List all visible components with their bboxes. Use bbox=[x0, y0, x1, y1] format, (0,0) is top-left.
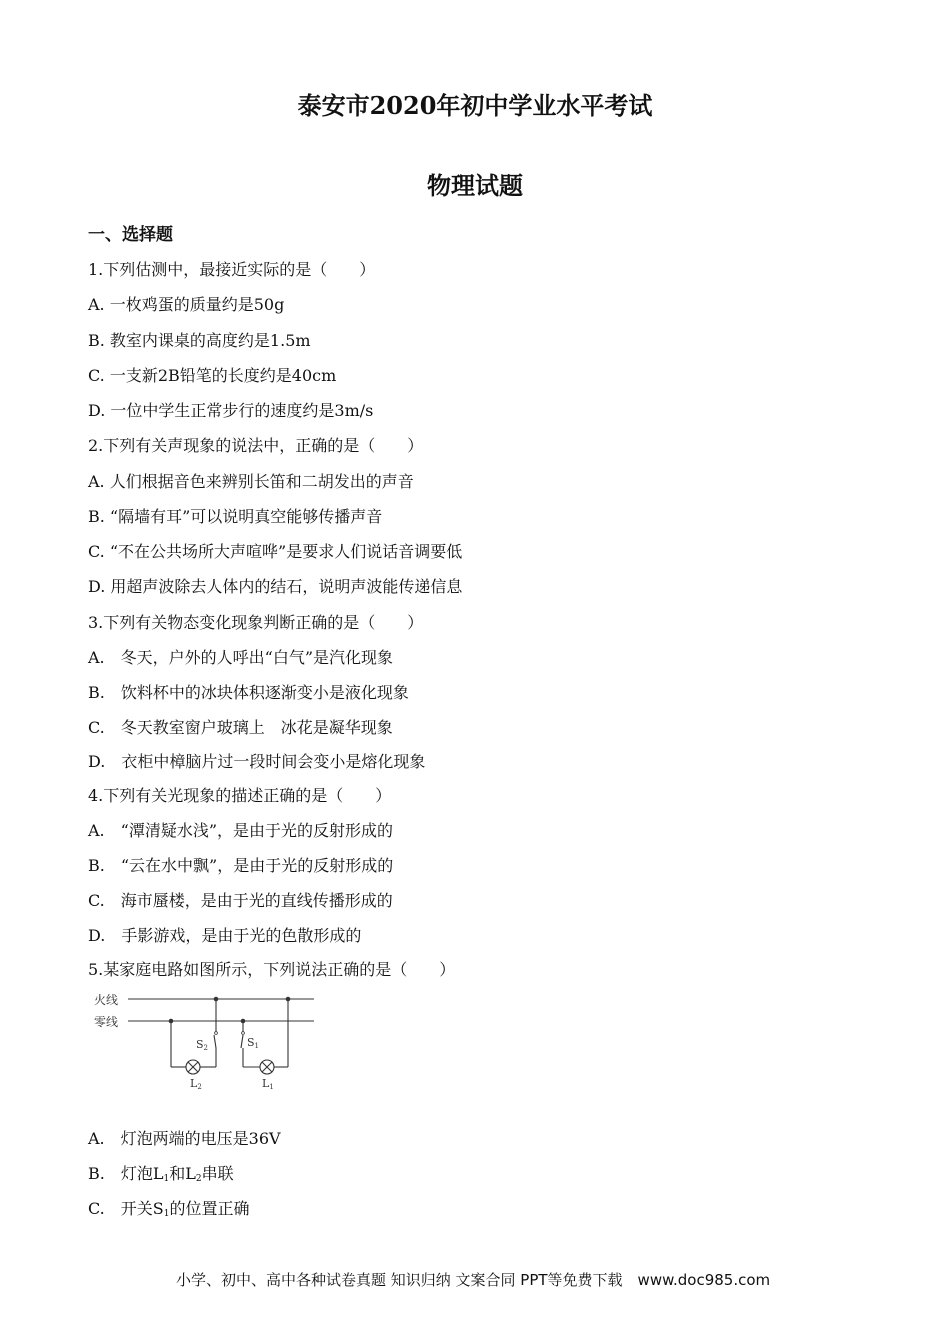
option: B. “云在水中飘”，是由于光的反射形成的 bbox=[88, 856, 394, 875]
svg-text:S2: S2 bbox=[196, 1038, 209, 1052]
option: D. 用超声波除去人体内的结石，说明声波能传递信息 bbox=[88, 577, 463, 596]
switch-s1 bbox=[241, 1035, 243, 1048]
option: A. 人们根据音色来辨别长笛和二胡发出的声音 bbox=[88, 472, 414, 491]
option: A. “潭清疑水浅”，是由于光的反射形成的 bbox=[88, 821, 394, 840]
question-stem: 1.下列估测中，最接近实际的是（ ） bbox=[88, 260, 376, 279]
page-subtitle: 物理试题 bbox=[427, 171, 523, 200]
option: A. 冬天，户外的人呼出“白气”是汽化现象 bbox=[88, 648, 394, 667]
option: C. 一支新2B铅笔的长度约是40cm bbox=[88, 366, 337, 385]
circuit-diagram bbox=[90, 990, 330, 1095]
option: B. 灯泡$L_1$和$L_2$串联 bbox=[88, 1164, 234, 1184]
svg-text:S1: S1 bbox=[247, 1036, 260, 1050]
option: A. 灯泡两端的电压是36V bbox=[88, 1129, 281, 1148]
option: C. 开关$S_1$的位置正确 bbox=[88, 1199, 250, 1219]
lamp-l1-label: L bbox=[262, 1077, 270, 1090]
question-stem: 5.某家庭电路如图所示，下列说法正确的是（ ） bbox=[88, 960, 456, 979]
live-wire-label: 火线 bbox=[94, 993, 119, 1007]
switch-s1-label: S bbox=[247, 1036, 255, 1049]
option: C. “不在公共场所大声喧哗”是要求人们说话音调要低 bbox=[88, 542, 463, 561]
option: B. 教室内课桌的高度约是1.5m bbox=[88, 331, 311, 350]
svg-text:L1: L1 bbox=[262, 1077, 274, 1091]
option: D. 衣柜中樟脑片过一段时间会变小是熔化现象 bbox=[88, 752, 426, 771]
lamp-l2-label: L bbox=[190, 1077, 198, 1090]
neutral-wire-label: 零线 bbox=[94, 1015, 119, 1029]
option: C. 冬天教室窗户玻璃上 冰花是凝华现象 bbox=[88, 718, 393, 737]
question-stem: 3.下列有关物态变化现象判断正确的是（ ） bbox=[88, 613, 424, 632]
option: A. 一枚鸡蛋的质量约是50g bbox=[88, 295, 285, 314]
switch-s2-label: S bbox=[196, 1038, 204, 1051]
section-heading: 一、选择题 bbox=[88, 225, 173, 245]
option: D. 一位中学生正常步行的速度约是3m/s bbox=[88, 401, 374, 420]
option: B. “隔墙有耳”可以说明真空能够传播声音 bbox=[88, 507, 383, 526]
option: C. 海市蜃楼，是由于光的直线传播形成的 bbox=[88, 891, 393, 910]
option: D. 手影游戏，是由于光的色散形成的 bbox=[88, 926, 362, 945]
svg-text:L2: L2 bbox=[190, 1077, 202, 1091]
option: B. 饮料杯中的冰块体积逐渐变小是液化现象 bbox=[88, 683, 409, 702]
page-footer: 小学、初中、高中各种试卷真题 知识归纳 文案合同 PPT等免费下载 www.doc985.com bbox=[176, 1271, 771, 1289]
page-title: 泰安市2020年初中学业水平考试 bbox=[297, 91, 653, 120]
question-stem: 2.下列有关声现象的说法中，正确的是（ ） bbox=[88, 436, 424, 455]
question-stem: 4.下列有关光现象的描述正确的是（ ） bbox=[88, 786, 392, 805]
switch-s2 bbox=[214, 1035, 216, 1048]
